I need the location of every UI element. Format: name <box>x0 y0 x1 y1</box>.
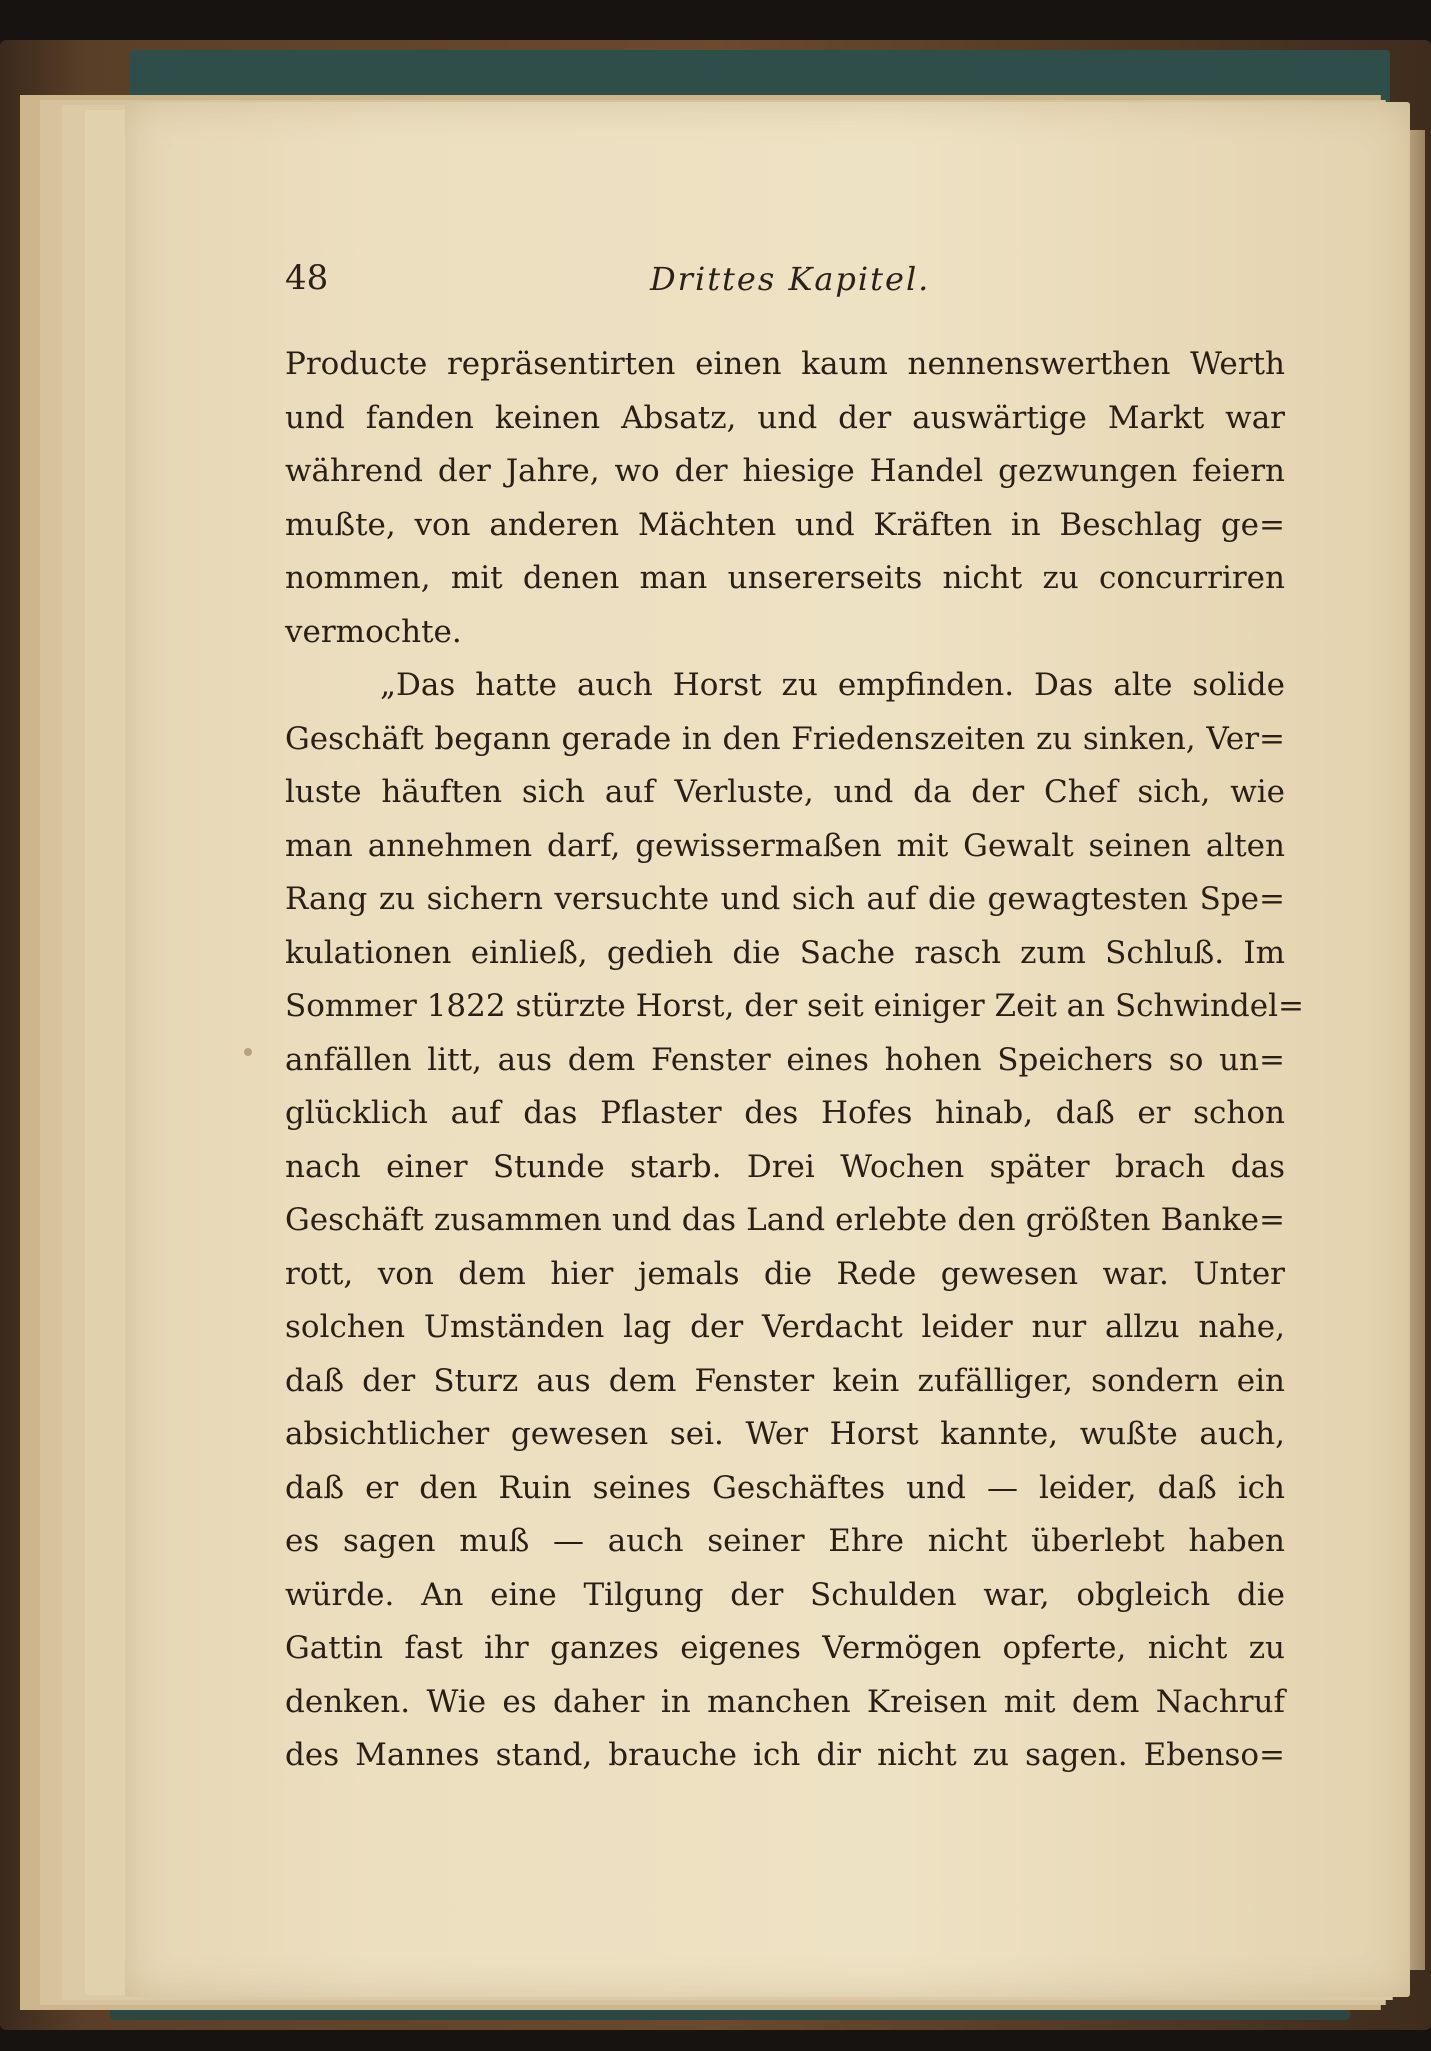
text-line: vermochte. <box>285 613 462 650</box>
text-line: Gattin fast ihr ganzes eigenes Vermögen opferte, nicht zu <box>285 1630 1285 1666</box>
page-header <box>285 258 1295 308</box>
text-line: Rang zu sichern versuchte und sich auf die gewagtesten Spe= <box>285 881 1285 917</box>
text-line: des Mannes stand, brauche ich dir nicht zu sagen. Ebenso= <box>285 1737 1285 1773</box>
text-line: „Das hatte auch Horst zu empfinden. Das alte solide <box>380 667 1285 703</box>
text-line: man annehmen darf, gewissermaßen mit Gewalt seinen alten <box>285 827 1285 864</box>
text-line: Sommer 1822 stürzte Horst, der seit einiger Zeit an Schwindel= <box>285 988 1305 1024</box>
text-line: nach einer Stunde starb. Drei Wochen später brach das <box>285 1148 1285 1185</box>
text-line: absichtlicher gewesen sei. Wer Horst kannte, wußte auch, <box>285 1416 1285 1452</box>
text-line: glücklich auf das Pflaster des Hofes hinab, daß er schon <box>285 1095 1285 1131</box>
text-line: und fanden keinen Absatz, und der auswärtige Markt war <box>285 399 1285 436</box>
text-line: rott, von dem hier jemals die Rede gewesen war. Unter <box>285 1255 1285 1292</box>
text-line: Geschäft zusammen und das Land erlebte den größten Banke= <box>285 1202 1285 1238</box>
text-line: denken. Wie es daher in manchen Kreisen mit dem Nachruf <box>285 1683 1285 1720</box>
text-line: daß der Sturz aus dem Fenster kein zufälliger, sondern ein <box>285 1362 1285 1399</box>
text-line: daß er den Ruin seines Geschäftes und — leider, daß ich <box>285 1469 1285 1506</box>
text-line: Geschäft begann gerade in den Friedenszeiten zu sinken, Ver= <box>285 720 1285 757</box>
running-head: Drittes Kapitel. <box>650 260 931 298</box>
text-line: während der Jahre, wo der hiesige Handel gezwungen feiern <box>285 453 1285 489</box>
text-line: anfällen litt, aus dem Fenster eines hohen Speichers so un= <box>285 1041 1285 1078</box>
text-line: mußte, von anderen Mächten und Kräften in Beschlag ge= <box>285 506 1285 543</box>
paper-speck <box>244 1048 252 1056</box>
text-line: es sagen muß — auch seiner Ehre nicht überlebt haben <box>285 1523 1285 1559</box>
text-line: kulationen einließ, gedieh die Sache rasch zum Schluß. Im <box>285 934 1285 971</box>
text-line: luste häuften sich auf Verluste, und da der Chef sich, wie <box>285 774 1285 810</box>
text-line: nommen, mit denen man unsererseits nicht zu concurriren <box>285 560 1285 596</box>
page-number: 48 <box>285 258 329 298</box>
text-line: solchen Umständen lag der Verdacht leider nur allzu nahe, <box>285 1309 1285 1345</box>
text-line: Producte repräsentirten einen kaum nennenswerthen Werth <box>285 346 1285 382</box>
body-text <box>285 338 1305 1783</box>
text-line: würde. An eine Tilgung der Schulden war, obgleich die <box>285 1576 1285 1613</box>
